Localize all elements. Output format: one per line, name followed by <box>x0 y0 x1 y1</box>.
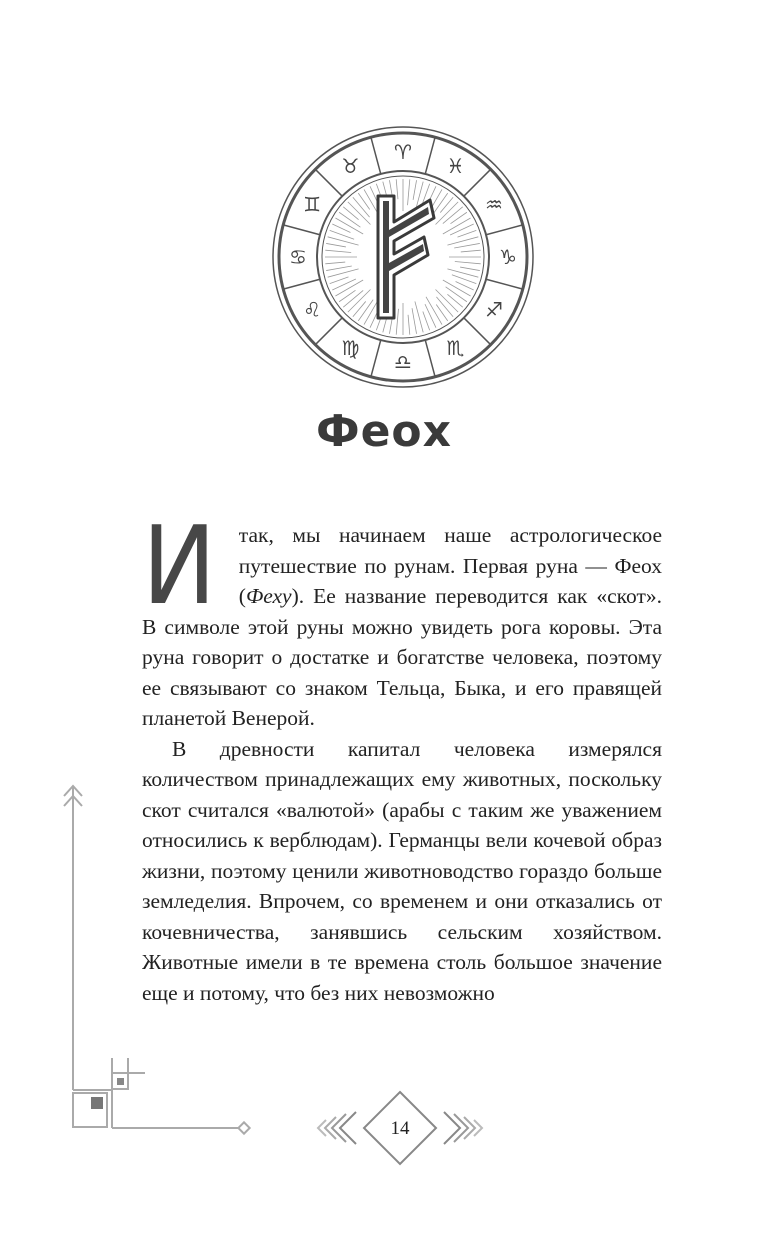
fehu-rune-icon <box>378 196 434 318</box>
capricorn-sign-icon: ♑ <box>499 245 517 269</box>
cancer-sign-icon: ♋ <box>289 245 307 269</box>
leo-sign-icon: ♌ <box>303 297 322 322</box>
taurus-sign-icon: ♉ <box>341 154 360 179</box>
virgo-sign-icon: ♍ <box>341 335 360 360</box>
aquarius-sign-icon: ♒ <box>484 192 503 217</box>
paragraph-2: В древности капитал человека измерялся количеством принадлежащих ему животных, поскольку скот считался «валютой» (арабы с таким же уважением относились к верблюдам). Германцы вели кочевой образ жизни, поэтому ценили животноводство гораздо больше земледелия. Впрочем, со временем и они отказались от кочевничества, занявшись сельским хозяйством. Животные имели в те времена столь большое значение еще и потому, что без них невозможно <box>142 736 662 1005</box>
scorpio-sign-icon: ♏ <box>446 335 465 360</box>
gemini-sign-icon: ♊ <box>303 192 322 217</box>
libra-sign-icon: ♎ <box>394 350 412 374</box>
zodiac-wheel-emblem <box>270 124 536 390</box>
paragraph-1 <box>142 504 662 734</box>
paragraph-1-italic: Феху <box>245 584 292 608</box>
body-text <box>142 504 662 1008</box>
sagittarius-sign-icon: ♐ <box>484 297 503 322</box>
page-number: 14 <box>390 1118 410 1139</box>
pisces-sign-icon: ♓ <box>446 154 465 179</box>
aries-sign-icon: ♈ <box>394 140 412 164</box>
page-title: Феох <box>315 406 453 457</box>
paragraph-1-text-b: ). Ее название переводится как «скот». В символе этой руны можно увидеть рога коровы. Эта руна говорит о достатке и богатстве человека, поэтому ее связывают со знаком Тельца, Быка, и его правящей планетой Венерой. <box>142 584 662 730</box>
drop-cap: И <box>142 504 217 629</box>
paragraph-1-text-a: так, мы начинаем наше астрологическое путешествие по рунам. Первая руна — Феох ( <box>238 523 662 608</box>
